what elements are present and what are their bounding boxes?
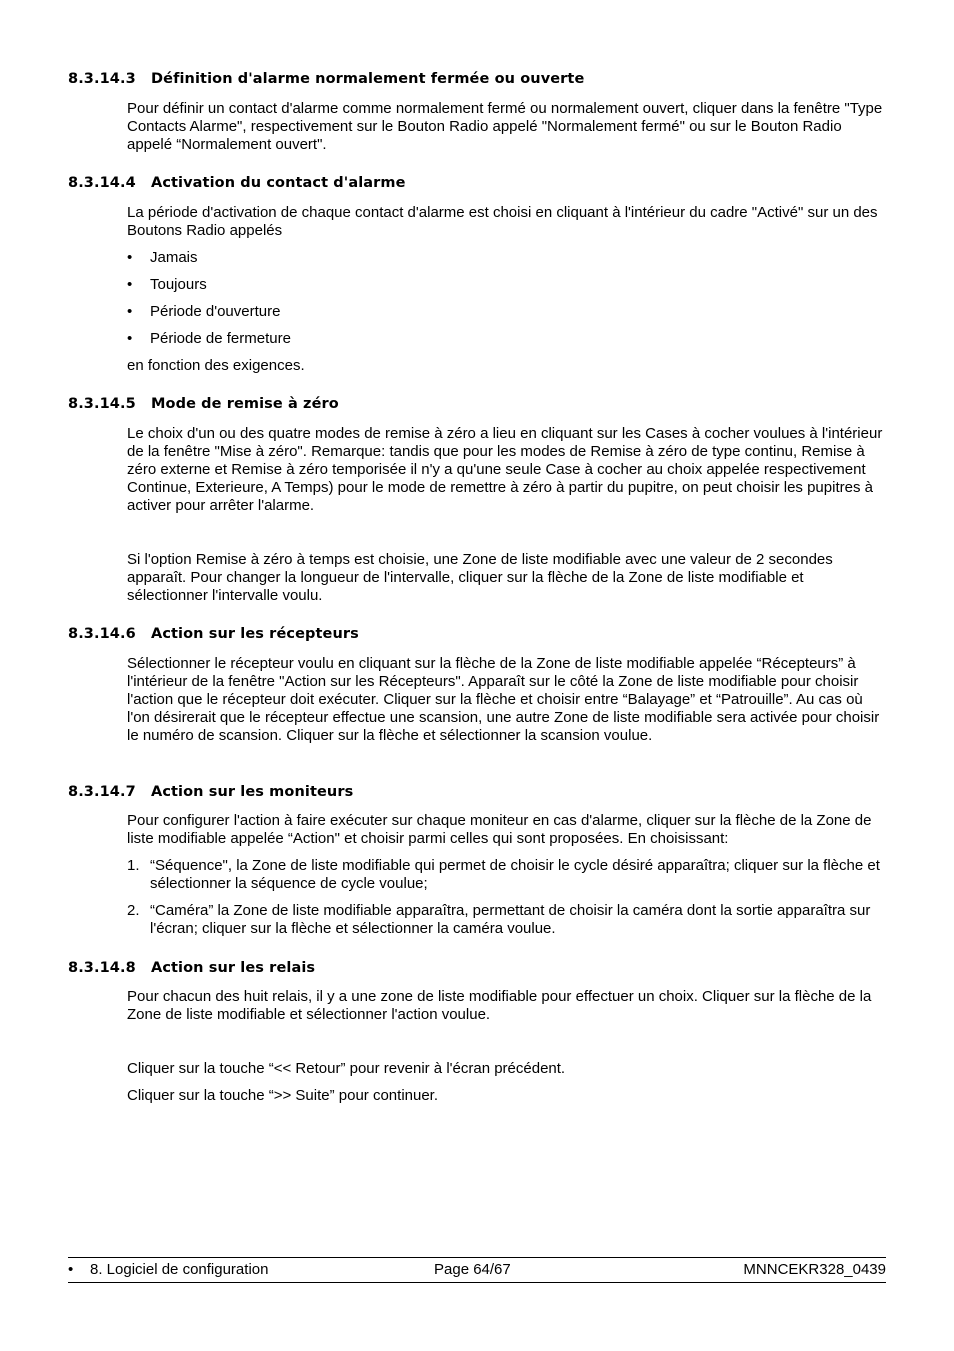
- list-item-text: “Séquence", la Zone de liste modifiable qui permet de choisir le cycle désiré apparaîtra; cliquer sur la flèche et sélectionner la séquence de cycle voulue;: [150, 857, 880, 892]
- section-body-8-3-14-8: [127, 988, 887, 1024]
- section-body-8-3-14-6: [127, 655, 887, 745]
- section-heading-8-3-14-3: [68, 71, 584, 87]
- section-number: 8.3.14.4: [68, 175, 136, 191]
- section-number: 8.3.14.6: [68, 626, 136, 642]
- footer-top-rule: [68, 1257, 886, 1258]
- section-intro: [127, 812, 887, 848]
- paragraph: La période d'activation de chaque contact d'alarme est choisi en cliquant à l'intérieur du cadre "Activé" sur un des Boutons Radio appelés: [127, 204, 878, 239]
- section-heading-8-3-14-6: [68, 626, 359, 642]
- footer-bottom-rule: [68, 1282, 886, 1283]
- section-heading-8-3-14-7: [68, 784, 353, 800]
- list-item: [127, 276, 207, 294]
- bullet-icon: •: [127, 276, 133, 293]
- paragraph: Cliquer sur la touche “<< Retour” pour revenir à l'écran précédent.: [127, 1060, 566, 1077]
- paragraph: Cliquer sur la touche “>> Suite” pour continuer.: [127, 1087, 439, 1104]
- section-heading-8-3-14-5: [68, 396, 339, 412]
- list-item: [127, 303, 280, 321]
- section-title: Activation du contact d'alarme: [151, 175, 406, 191]
- footer-doc-code: MNNCEKR328_0439: [743, 1261, 886, 1278]
- next-instruction: [127, 1087, 887, 1105]
- section-heading-8-3-14-4: [68, 175, 406, 191]
- section-number: 8.3.14.3: [68, 71, 136, 87]
- section-body-8-3-14-5-b: [127, 551, 887, 605]
- list-marker: 1.: [127, 857, 140, 874]
- paragraph: Le choix d'un ou des quatre modes de remise à zéro a lieu en cliquant sur les Cases à cocher voulues à l'intérieur de la fenêtre "Mise à zéro". Remarque: tandis que pour les modes de Remise à zéro de type continu, Remise à zéro externe et Remise à zéro temporisée il n'y a qu'une seule Case à cocher au choix appelée respectivement Continue, Exterieure, A Temps) pour le mode de remettre à zéro à partir du pupitre, on peut choisir les pupitres à activer pour arrêter l'alarme.: [127, 425, 883, 514]
- list-marker: 2.: [127, 902, 140, 919]
- section-outro: [127, 357, 887, 375]
- list-item-text: “Caméra” la Zone de liste modifiable apparaîtra, permettant de choisir la caméra dont la sortie apparaîtra sur l'écran; cliquer sur la flèche et sélectionner la caméra voulue.: [150, 902, 871, 937]
- bullet-icon: •: [68, 1261, 74, 1278]
- section-body-8-3-14-5: [127, 425, 887, 515]
- section-title: Action sur les récepteurs: [151, 626, 359, 642]
- list-item: [127, 330, 291, 348]
- section-number: 8.3.14.5: [68, 396, 136, 412]
- section-intro: [127, 204, 887, 240]
- section-title: Action sur les relais: [151, 960, 316, 976]
- paragraph: Pour chacun des huit relais, il y a une zone de liste modifiable pour effectuer un choix. Cliquer sur la flèche de la Zone de liste modifiable et sélectionner l'action voulue.: [127, 988, 872, 1023]
- paragraph: Sélectionner le récepteur voulu en cliquant sur la flèche de la Zone de liste modifiable appelée “Récepteurs” à l'intérieur de la fenêtre "Action sur les Récepteurs". Apparaît sur le côté la Zone de liste modifiable pour choisir l'action que le récepteur doit exécuter. Cliquer sur la flèche et choisir entre “Balayage” et “Patrouille”. Au cas où l'on désirerait que le récepteur effectue une scansion, une autre Zone de liste modifiable sera activée pour choisir le numéro de scansion. Cliquer sur la flèche et sélectionner la scansion voulue.: [127, 655, 880, 744]
- section-title: Action sur les moniteurs: [151, 784, 354, 800]
- numbered-list-item: [127, 857, 887, 893]
- bullet-icon: •: [127, 303, 133, 320]
- list-item-text: Toujours: [150, 276, 207, 293]
- section-number: 8.3.14.7: [68, 784, 136, 800]
- list-item-text: Période d'ouverture: [150, 303, 281, 320]
- paragraph: Pour configurer l'action à faire exécuter sur chaque moniteur en cas d'alarme, cliquer sur la flèche de la Zone de liste modifiable appelée “Action" et choisir parmi celles qui sont proposées. En choisissant:: [127, 812, 872, 847]
- section-title: Définition d'alarme normalement fermée ou ouverte: [151, 71, 585, 87]
- footer-page-number: Page 64/67: [434, 1261, 511, 1278]
- section-title: Mode de remise à zéro: [151, 396, 339, 412]
- footer-chapter-text: 8. Logiciel de configuration: [90, 1261, 269, 1278]
- list-item-text: Période de fermeture: [150, 330, 291, 347]
- paragraph: Pour définir un contact d'alarme comme normalement fermé ou normalement ouvert, cliquer dans la fenêtre "Type Contacts Alarme", respectivement sur le Bouton Radio appelé "Normalement fermé" ou sur le Bouton Radio appelé “Normalement ouvert".: [127, 100, 883, 153]
- list-item-text: Jamais: [150, 249, 198, 266]
- list-item: [127, 249, 198, 267]
- footer-chapter: [68, 1261, 268, 1279]
- paragraph: en fonction des exigences.: [127, 357, 305, 374]
- back-instruction: [127, 1060, 887, 1078]
- section-heading-8-3-14-8: [68, 960, 315, 976]
- paragraph: Si l'option Remise à zéro à temps est choisie, une Zone de liste modifiable avec une valeur de 2 secondes apparaît. Pour changer la longueur de l'intervalle, cliquer sur la flèche de la Zone de liste modifiable et sélectionner l'intervalle voulu.: [127, 551, 833, 604]
- section-body-8-3-14-3: [127, 100, 887, 154]
- bullet-icon: •: [127, 330, 133, 347]
- bullet-icon: •: [127, 249, 133, 266]
- section-number: 8.3.14.8: [68, 960, 136, 976]
- numbered-list-item: [127, 902, 887, 938]
